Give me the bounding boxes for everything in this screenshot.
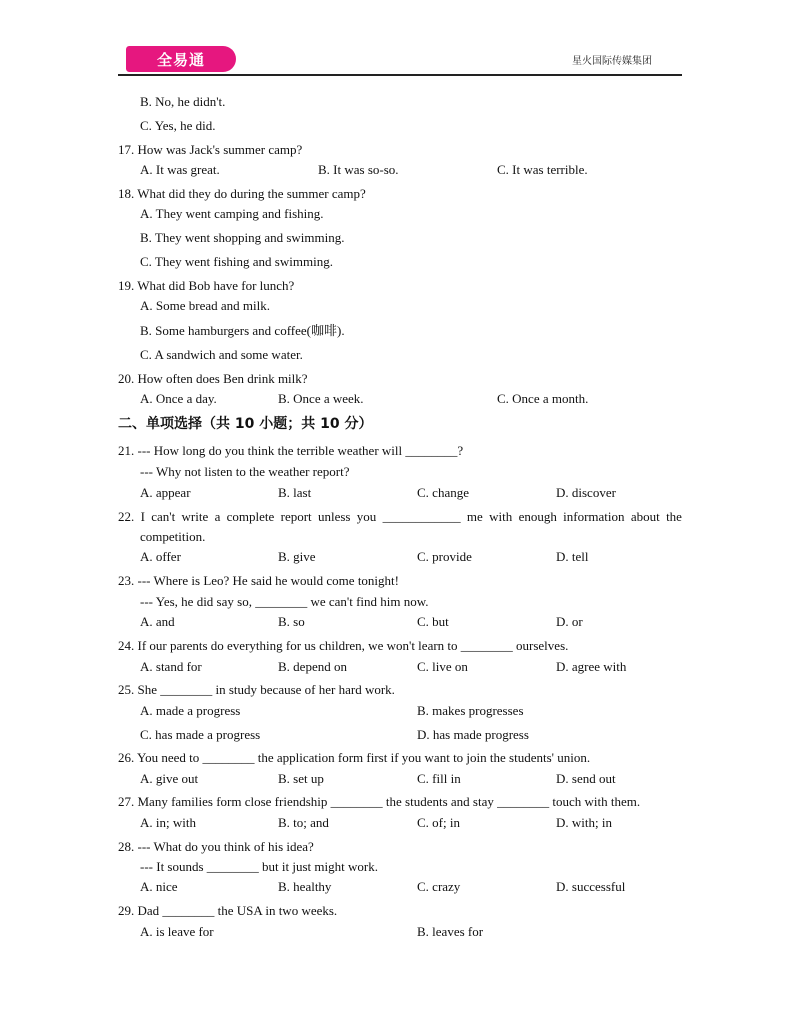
question-22	[118, 509, 682, 525]
question-17: 17. How was Jack's summer camp?	[118, 142, 303, 157]
question-28: 28. --- What do you think of his idea?	[118, 839, 314, 854]
page-header	[118, 44, 682, 76]
option: A. and	[140, 614, 175, 629]
section-heading: 二、单项选择（共 10 小题；共 10 分）	[118, 416, 373, 432]
question-24: 24. If our parents do everything for us children, we won't learn to ________ ourselves.	[118, 638, 569, 653]
option: B. leaves for	[417, 924, 484, 939]
option: A. Once a day.	[140, 391, 217, 406]
dialogue-line: --- It sounds ________ but it just might work.	[140, 859, 378, 874]
question-continuation: competition.	[140, 529, 206, 544]
option: B. Once a week.	[278, 391, 364, 406]
option: C. but	[417, 614, 449, 629]
option: D. or	[556, 614, 583, 629]
option: D. send out	[556, 771, 616, 786]
question-25: 25. She ________ in study because of her hard work.	[118, 682, 395, 697]
option: B. give	[278, 549, 316, 564]
word: complete	[226, 509, 275, 524]
option: A. give out	[140, 771, 199, 786]
option: C. A sandwich and some water.	[140, 347, 303, 362]
option: D. with; in	[556, 815, 612, 830]
word: the	[666, 509, 682, 524]
option: C. Yes, he did.	[140, 118, 216, 133]
word: enough	[518, 509, 557, 524]
header-divider	[118, 74, 682, 76]
option: A. Some bread and milk.	[140, 298, 270, 313]
word: report	[280, 509, 312, 524]
question-23: 23. --- Where is Leo? He said he would come tonight!	[118, 573, 399, 588]
question-21: 21. --- How long do you think the terrible weather will ________?	[118, 443, 464, 458]
option: A. offer	[140, 549, 181, 564]
question-29: 29. Dad ________ the USA in two weeks.	[118, 903, 338, 918]
option: C. Once a month.	[497, 391, 589, 406]
question-20: 20. How often does Ben drink milk?	[118, 371, 308, 386]
option: B. set up	[278, 771, 324, 786]
dialogue-line: --- Yes, he did say so, ________ we can't find him now.	[140, 594, 429, 609]
option: A. They went camping and fishing.	[140, 206, 324, 221]
word: with	[489, 509, 513, 524]
option: B. No, he didn't.	[140, 94, 226, 109]
option: A. in; with	[140, 815, 196, 830]
option: B. Some hamburgers and coffee(咖啡).	[140, 323, 345, 338]
question-26: 26. You need to ________ the application form first if you want to join the students' union.	[118, 750, 591, 765]
option: A. is leave for	[140, 924, 214, 939]
option: D. successful	[556, 879, 626, 894]
option: D. agree with	[556, 659, 627, 674]
option: B. healthy	[278, 879, 332, 894]
question-19: 19. What did Bob have for lunch?	[118, 278, 295, 293]
question-27: 27. Many families form close friendship ________ the students and stay ________ touch with them.	[118, 794, 641, 809]
publisher-name: 星火国际传媒集团	[572, 56, 652, 67]
option: D. has made progress	[417, 727, 529, 742]
option: B. They went shopping and swimming.	[140, 230, 345, 245]
option: C. provide	[417, 549, 472, 564]
word: 22.	[118, 509, 135, 524]
answer-blank: ____________	[382, 509, 461, 524]
option: A. appear	[140, 485, 191, 500]
word: you	[356, 509, 377, 524]
word: can't	[151, 509, 176, 524]
option: A. made a progress	[140, 703, 241, 718]
word: unless	[317, 509, 351, 524]
option: A. It was great.	[140, 162, 220, 177]
option: A. stand for	[140, 659, 202, 674]
quanyitong-logo: 全易通	[126, 46, 236, 72]
dialogue-line: --- Why not listen to the weather report?	[140, 464, 350, 479]
option: C. live on	[417, 659, 468, 674]
option: B. makes progresses	[417, 703, 524, 718]
question-18: 18. What did they do during the summer camp?	[118, 186, 366, 201]
word: write	[181, 509, 209, 524]
option: B. last	[278, 485, 312, 500]
word: I	[140, 509, 145, 524]
option: C. They went fishing and swimming.	[140, 254, 333, 269]
option: D. tell	[556, 549, 589, 564]
option: D. discover	[556, 485, 616, 500]
option: C. of; in	[417, 815, 460, 830]
option: A. nice	[140, 879, 178, 894]
option: B. It was so-so.	[318, 162, 399, 177]
option: B. to; and	[278, 815, 329, 830]
option: C. crazy	[417, 879, 461, 894]
option: C. has made a progress	[140, 727, 261, 742]
word: a	[214, 509, 221, 524]
option: C. fill in	[417, 771, 461, 786]
option: C. It was terrible.	[497, 162, 588, 177]
word: about	[630, 509, 660, 524]
option: C. change	[417, 485, 469, 500]
word: information	[563, 509, 625, 524]
word: me	[466, 509, 483, 524]
option: B. depend on	[278, 659, 347, 674]
option: B. so	[278, 614, 305, 629]
